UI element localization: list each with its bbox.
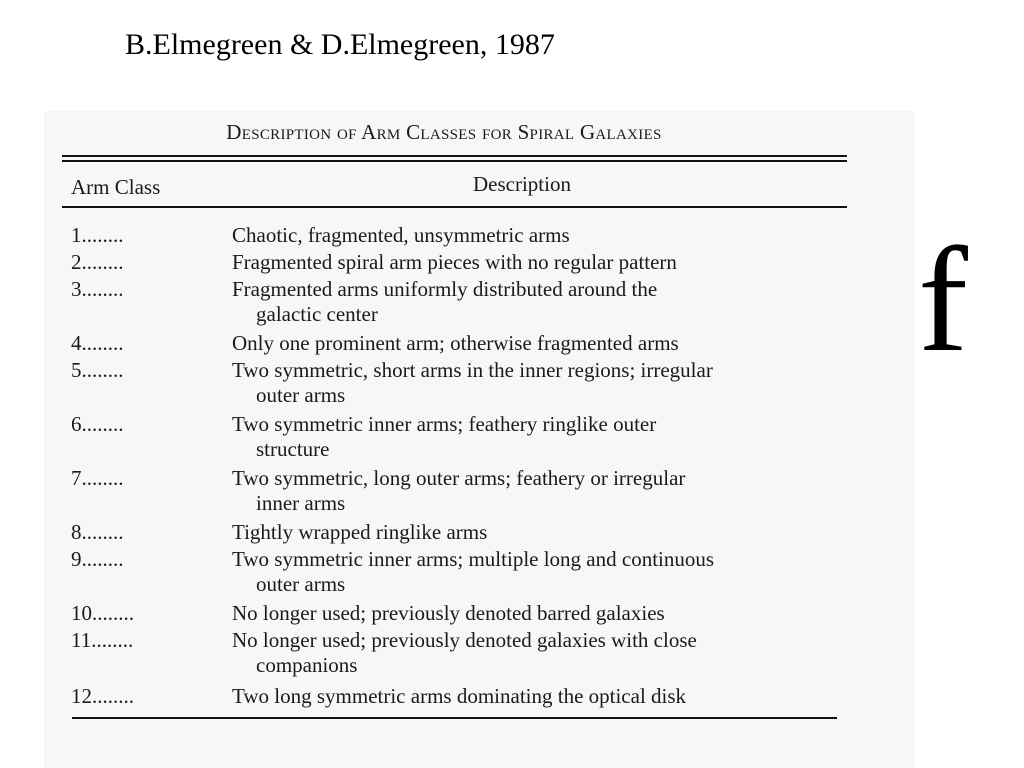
arm-class-cell: 3........: [71, 277, 124, 301]
header-description: Description: [473, 172, 571, 196]
arm-class-cell: 11........: [71, 628, 134, 652]
description-line-1: Fragmented spiral arm pieces with no regular pattern: [232, 250, 677, 274]
table-title: Description of Arm Classes for Spiral Galaxies: [226, 120, 662, 144]
description-line-1: Two symmetric inner arms; multiple long and continuous: [232, 547, 715, 571]
arm-class-cell: 4........: [71, 331, 124, 355]
description-cell: [232, 466, 852, 516]
description-line-2: outer arms: [256, 383, 346, 407]
description-cell: [232, 547, 852, 597]
description-cell: [232, 684, 852, 709]
description-line-1: Fragmented arms uniformly distributed around the: [232, 277, 658, 301]
arm-class-cell: 8........: [71, 520, 124, 544]
description-line-1: Two symmetric inner arms; feathery ringlike outer: [232, 412, 657, 436]
description-cell: [232, 277, 852, 327]
description-line-1: Two symmetric, short arms in the inner regions; irregular: [232, 358, 713, 382]
description-line-1: Tightly wrapped ringlike arms: [232, 520, 488, 544]
description-cell: [232, 628, 852, 678]
description-line-1: Chaotic, fragmented, unsymmetric arms: [232, 223, 570, 247]
description-cell: [232, 331, 852, 356]
description-line-2: galactic center: [256, 302, 378, 326]
arm-class-cell: 2........: [71, 250, 124, 274]
arm-class-cell: 9........: [71, 547, 124, 571]
description-line-2: companions: [256, 653, 358, 677]
description-cell: [232, 520, 852, 545]
description-cell: [232, 601, 852, 626]
arm-class-cell: 5........: [71, 358, 124, 382]
description-cell: [232, 412, 852, 462]
citation: B.Elmegreen & D.Elmegreen, 1987: [125, 28, 555, 61]
description-line-2: inner arms: [256, 491, 346, 515]
description-line-1: Two symmetric, long outer arms; feathery or irregular: [232, 466, 686, 490]
bottom-rule: [72, 717, 837, 719]
arm-class-cell: 1........: [71, 223, 124, 247]
side-letter: f: [918, 217, 968, 383]
arm-class-cell: 12........: [71, 684, 134, 708]
description-line-1: No longer used; previously denoted barred galaxies: [232, 601, 665, 625]
description-cell: [232, 250, 852, 275]
description-line-1: Two long symmetric arms dominating the optical disk: [232, 684, 687, 708]
header-arm-class: Arm Class: [71, 175, 161, 199]
description-line-1: Only one prominent arm; otherwise fragmented arms: [232, 331, 679, 355]
description-cell: [232, 358, 852, 408]
arm-class-cell: 7........: [71, 466, 124, 490]
description-line-2: structure: [256, 437, 330, 461]
top-rule-2: [62, 160, 847, 162]
description-line-1: No longer used; previously denoted galaxies with close: [232, 628, 697, 652]
description-cell: [232, 223, 852, 248]
header-rule: [62, 206, 847, 208]
scanned-table: [44, 111, 915, 768]
description-line-2: outer arms: [256, 572, 346, 596]
arm-class-cell: 6........: [71, 412, 124, 436]
top-rule-1: [62, 155, 847, 157]
arm-class-cell: 10........: [71, 601, 134, 625]
